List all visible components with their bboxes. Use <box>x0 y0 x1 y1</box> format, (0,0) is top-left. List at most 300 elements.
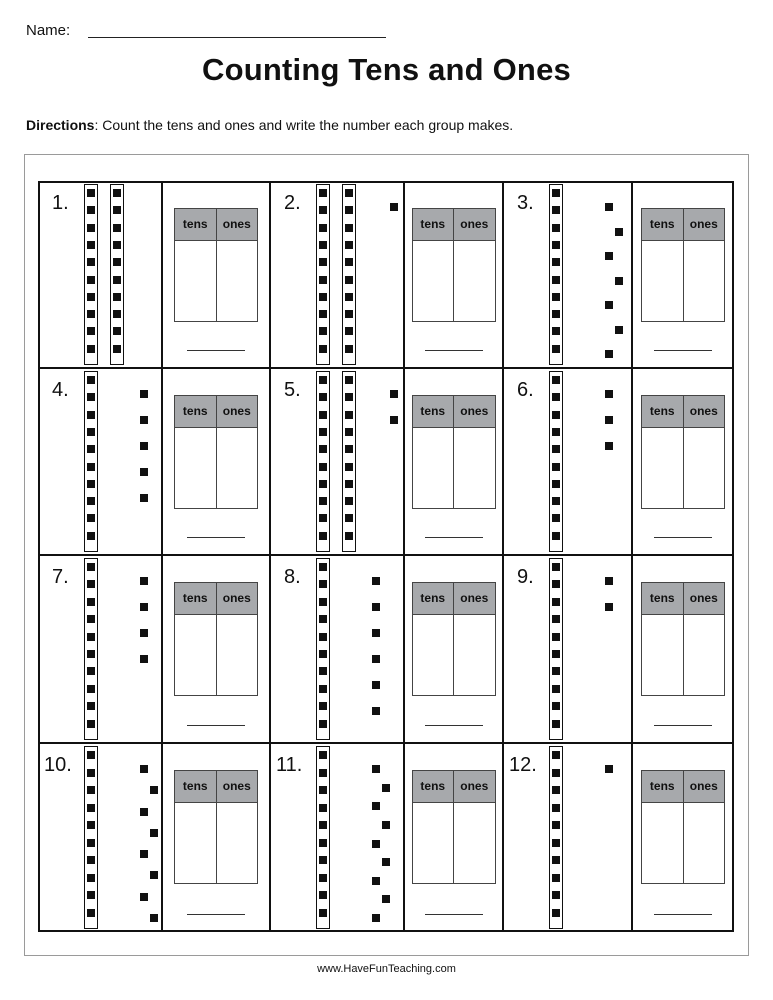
tens-unit-square <box>87 909 95 917</box>
ones-cube <box>615 326 623 334</box>
row-divider <box>38 554 734 556</box>
tens-unit-square <box>319 821 327 829</box>
tens-unit-square <box>345 293 353 301</box>
tens-unit-square <box>319 480 327 488</box>
ones-cube <box>372 707 380 715</box>
tens-header: tens <box>649 404 675 418</box>
ones-answer-cell[interactable] <box>683 241 725 321</box>
tens-unit-square <box>319 751 327 759</box>
directions <box>26 117 513 133</box>
ones-cube <box>140 893 148 901</box>
problem-number: 4. <box>52 379 69 401</box>
directions-label: Directions <box>26 117 95 133</box>
chart-header <box>175 396 257 428</box>
ones-cube <box>140 655 148 663</box>
tens-unit-square <box>552 241 560 249</box>
tens-unit-square <box>552 293 560 301</box>
tens-header: tens <box>420 779 446 793</box>
tens-unit-square <box>552 786 560 794</box>
ones-cube <box>150 786 158 794</box>
tens-unit-square <box>87 804 95 812</box>
tens-unit-square <box>345 189 353 197</box>
tens-unit-square <box>113 224 121 232</box>
ones-cube <box>150 829 158 837</box>
tens-unit-square <box>319 258 327 266</box>
tens-unit-square <box>87 720 95 728</box>
tens-unit-square <box>319 293 327 301</box>
tens-unit-square <box>87 189 95 197</box>
tens-unit-square <box>319 839 327 847</box>
answer-line[interactable] <box>187 914 245 915</box>
model-chart-divider <box>631 181 633 932</box>
tens-unit-square <box>552 650 560 658</box>
answer-line[interactable] <box>187 537 245 538</box>
tens-unit-square <box>319 563 327 571</box>
tens-unit-square <box>552 685 560 693</box>
name-input-line[interactable] <box>88 37 386 38</box>
tens-unit-square <box>552 393 560 401</box>
ones-cube <box>605 603 613 611</box>
tens-unit-square <box>319 580 327 588</box>
tens-unit-square <box>552 667 560 675</box>
tens-unit-square <box>319 720 327 728</box>
tens-unit-square <box>113 241 121 249</box>
tens-unit-square <box>113 258 121 266</box>
ones-cube <box>605 577 613 585</box>
tens-unit-square <box>319 411 327 419</box>
tens-unit-square <box>87 206 95 214</box>
tens-unit-square <box>552 463 560 471</box>
tens-unit-square <box>345 445 353 453</box>
chart-body <box>175 803 257 883</box>
tens-unit-square <box>552 563 560 571</box>
chart-body <box>642 803 724 883</box>
ones-cube <box>615 228 623 236</box>
tens-answer-cell[interactable] <box>642 241 683 321</box>
tens-unit-square <box>345 276 353 284</box>
ones-cube <box>605 350 613 358</box>
ones-cube <box>140 808 148 816</box>
tens-unit-square <box>319 327 327 335</box>
tens-unit-square <box>87 751 95 759</box>
tens-header: tens <box>649 779 675 793</box>
tens-unit-square <box>552 856 560 864</box>
answer-line[interactable] <box>187 350 245 351</box>
tens-unit-square <box>87 514 95 522</box>
tens-header: tens <box>420 404 446 418</box>
tens-unit-square <box>552 720 560 728</box>
ones-answer-cell[interactable] <box>453 428 495 508</box>
tens-unit-square <box>113 327 121 335</box>
tens-unit-square <box>319 276 327 284</box>
tens-unit-square <box>87 480 95 488</box>
tens-unit-square <box>319 463 327 471</box>
tens-answer-cell[interactable] <box>413 241 454 321</box>
tens-header: tens <box>182 404 208 418</box>
tens-unit-square <box>319 393 327 401</box>
tens-unit-square <box>87 769 95 777</box>
tens-unit-square <box>113 276 121 284</box>
tens-answer-cell[interactable] <box>642 803 683 883</box>
tens-unit-square <box>345 327 353 335</box>
ones-cube <box>150 914 158 922</box>
tens-unit-square <box>87 891 95 899</box>
ones-answer-cell[interactable] <box>216 615 258 695</box>
tens-header: tens <box>420 217 446 231</box>
tens-unit-square <box>552 276 560 284</box>
tens-unit-square <box>319 445 327 453</box>
ones-cube <box>140 390 148 398</box>
place-value-chart <box>174 582 258 696</box>
ones-cube <box>605 252 613 260</box>
tens-unit-square <box>345 376 353 384</box>
tens-unit-square <box>319 532 327 540</box>
problem-number: 6. <box>517 379 534 401</box>
tens-unit-square <box>552 598 560 606</box>
tens-unit-square <box>552 376 560 384</box>
ones-cube <box>605 203 613 211</box>
tens-header: tens <box>420 591 446 605</box>
ones-header: ones <box>683 209 725 240</box>
chart-body <box>413 803 495 883</box>
tens-unit-square <box>87 241 95 249</box>
ones-cube <box>382 821 390 829</box>
ones-header: ones <box>216 396 258 427</box>
place-value-chart <box>412 395 496 509</box>
chart-header <box>642 583 724 615</box>
tens-unit-square <box>345 393 353 401</box>
tens-unit-square <box>552 224 560 232</box>
chart-body <box>642 615 724 695</box>
ones-cube <box>372 629 380 637</box>
tens-unit-square <box>87 650 95 658</box>
tens-answer-cell[interactable] <box>175 241 216 321</box>
tens-unit-square <box>552 702 560 710</box>
chart-header <box>175 209 257 241</box>
tens-unit-square <box>87 293 95 301</box>
problem-number: 12. <box>509 754 537 776</box>
page-title: Counting Tens and Ones <box>202 52 571 87</box>
tens-unit-square <box>552 909 560 917</box>
chart-header <box>413 209 495 241</box>
tens-unit-square <box>552 821 560 829</box>
tens-unit-square <box>319 874 327 882</box>
ones-cube <box>372 877 380 885</box>
tens-unit-square <box>552 480 560 488</box>
problem-number: 5. <box>284 379 301 401</box>
ones-cube <box>615 277 623 285</box>
answer-line[interactable] <box>425 537 483 538</box>
ones-answer-cell[interactable] <box>453 615 495 695</box>
ones-cube <box>372 840 380 848</box>
answer-line[interactable] <box>654 914 712 915</box>
ones-cube <box>605 442 613 450</box>
tens-header: tens <box>182 591 208 605</box>
ones-header: ones <box>683 771 725 802</box>
ones-cube <box>140 416 148 424</box>
ones-answer-cell[interactable] <box>683 428 725 508</box>
tens-unit-square <box>319 497 327 505</box>
tens-unit-square <box>345 258 353 266</box>
tens-unit-square <box>319 650 327 658</box>
ones-cube <box>140 850 148 858</box>
tens-unit-square <box>319 786 327 794</box>
answer-line[interactable] <box>425 914 483 915</box>
tens-unit-square <box>87 445 95 453</box>
tens-unit-square <box>552 445 560 453</box>
tens-unit-square <box>319 633 327 641</box>
tens-unit-square <box>345 411 353 419</box>
tens-unit-square <box>319 909 327 917</box>
tens-unit-square <box>113 345 121 353</box>
ones-header: ones <box>683 396 725 427</box>
tens-unit-square <box>87 463 95 471</box>
place-value-chart <box>412 770 496 884</box>
tens-answer-cell[interactable] <box>175 428 216 508</box>
ones-header: ones <box>683 583 725 614</box>
ones-cube <box>390 390 398 398</box>
problem-number: 1. <box>52 192 69 214</box>
tens-unit-square <box>87 310 95 318</box>
row-divider <box>38 742 734 744</box>
tens-unit-square <box>345 206 353 214</box>
tens-unit-square <box>552 633 560 641</box>
problem-number: 9. <box>517 566 534 588</box>
chart-header <box>413 771 495 803</box>
answer-line[interactable] <box>425 725 483 726</box>
tens-unit-square <box>552 310 560 318</box>
chart-body <box>413 428 495 508</box>
tens-unit-square <box>345 497 353 505</box>
tens-unit-square <box>87 856 95 864</box>
tens-unit-square <box>345 428 353 436</box>
chart-body <box>642 241 724 321</box>
answer-line[interactable] <box>654 725 712 726</box>
chart-body <box>413 615 495 695</box>
tens-unit-square <box>552 839 560 847</box>
tens-unit-square <box>87 615 95 623</box>
tens-unit-square <box>345 463 353 471</box>
tens-unit-square <box>319 206 327 214</box>
tens-unit-square <box>552 206 560 214</box>
tens-unit-square <box>345 345 353 353</box>
problem-number: 3. <box>517 192 534 214</box>
tens-unit-square <box>552 189 560 197</box>
ones-cube <box>372 765 380 773</box>
chart-body <box>175 615 257 695</box>
ones-cube <box>390 416 398 424</box>
group-divider <box>269 181 271 932</box>
ones-cube <box>140 577 148 585</box>
chart-header <box>175 583 257 615</box>
tens-unit-square <box>319 804 327 812</box>
chart-header <box>642 771 724 803</box>
tens-unit-square <box>87 532 95 540</box>
tens-unit-square <box>113 206 121 214</box>
ones-cube <box>372 603 380 611</box>
tens-answer-cell[interactable] <box>413 428 454 508</box>
tens-unit-square <box>552 874 560 882</box>
tens-unit-square <box>319 310 327 318</box>
chart-body <box>642 428 724 508</box>
tens-unit-square <box>345 532 353 540</box>
tens-unit-square <box>87 224 95 232</box>
ones-cube <box>372 914 380 922</box>
ones-cube <box>140 468 148 476</box>
ones-answer-cell[interactable] <box>453 803 495 883</box>
tens-unit-square <box>345 480 353 488</box>
ones-answer-cell[interactable] <box>683 803 725 883</box>
ones-cube <box>605 390 613 398</box>
tens-unit-square <box>319 428 327 436</box>
tens-unit-square <box>319 615 327 623</box>
ones-cube <box>140 765 148 773</box>
ones-header: ones <box>453 583 495 614</box>
tens-answer-cell[interactable] <box>642 615 683 695</box>
tens-unit-square <box>319 514 327 522</box>
tens-unit-square <box>345 224 353 232</box>
tens-unit-square <box>552 428 560 436</box>
tens-unit-square <box>552 327 560 335</box>
tens-unit-square <box>87 702 95 710</box>
ones-cube <box>150 871 158 879</box>
place-value-chart <box>174 395 258 509</box>
tens-unit-square <box>319 667 327 675</box>
tens-unit-square <box>345 241 353 249</box>
ones-header: ones <box>453 771 495 802</box>
directions-text: : Count the tens and ones and write the number each group makes. <box>94 117 514 133</box>
tens-answer-cell[interactable] <box>642 428 683 508</box>
tens-unit-square <box>87 563 95 571</box>
tens-unit-square <box>87 497 95 505</box>
tens-header: tens <box>649 591 675 605</box>
tens-header: tens <box>182 779 208 793</box>
ones-header: ones <box>216 583 258 614</box>
tens-unit-square <box>319 856 327 864</box>
tens-unit-square <box>552 258 560 266</box>
tens-answer-cell[interactable] <box>413 615 454 695</box>
tens-unit-square <box>87 428 95 436</box>
tens-unit-square <box>319 702 327 710</box>
ones-cube <box>372 802 380 810</box>
place-value-chart <box>641 582 725 696</box>
ones-cube <box>140 603 148 611</box>
tens-unit-square <box>552 804 560 812</box>
tens-unit-square <box>552 411 560 419</box>
ones-cube <box>372 655 380 663</box>
tens-unit-square <box>87 685 95 693</box>
ones-answer-cell[interactable] <box>216 803 258 883</box>
tens-unit-square <box>87 839 95 847</box>
chart-header <box>413 396 495 428</box>
tens-unit-square <box>87 327 95 335</box>
tens-unit-square <box>552 514 560 522</box>
tens-unit-square <box>319 224 327 232</box>
chart-body <box>413 241 495 321</box>
tens-unit-square <box>113 310 121 318</box>
tens-answer-cell[interactable] <box>175 803 216 883</box>
tens-unit-square <box>87 786 95 794</box>
ones-cube <box>390 203 398 211</box>
answer-line[interactable] <box>654 350 712 351</box>
ones-answer-cell[interactable] <box>216 428 258 508</box>
ones-cube <box>140 442 148 450</box>
chart-header <box>642 396 724 428</box>
tens-unit-square <box>319 376 327 384</box>
tens-unit-square <box>87 258 95 266</box>
ones-cube <box>140 494 148 502</box>
tens-header: tens <box>649 217 675 231</box>
ones-answer-cell[interactable] <box>453 241 495 321</box>
tens-unit-square <box>345 310 353 318</box>
tens-unit-square <box>87 667 95 675</box>
place-value-chart <box>174 770 258 884</box>
problem-number: 11. <box>276 754 303 776</box>
problem-number: 8. <box>284 566 301 588</box>
problem-grid <box>38 181 734 932</box>
tens-unit-square <box>319 891 327 899</box>
place-value-chart <box>174 208 258 322</box>
tens-unit-square <box>552 751 560 759</box>
tens-unit-square <box>87 393 95 401</box>
tens-unit-square <box>319 685 327 693</box>
ones-cube <box>605 765 613 773</box>
model-chart-divider <box>403 181 405 932</box>
place-value-chart <box>412 582 496 696</box>
tens-unit-square <box>87 821 95 829</box>
answer-line[interactable] <box>425 350 483 351</box>
tens-unit-square <box>319 598 327 606</box>
answer-line[interactable] <box>187 725 245 726</box>
place-value-chart <box>641 395 725 509</box>
ones-answer-cell[interactable] <box>216 241 258 321</box>
ones-header: ones <box>453 396 495 427</box>
tens-unit-square <box>552 769 560 777</box>
chart-header <box>642 209 724 241</box>
tens-unit-square <box>87 633 95 641</box>
tens-unit-square <box>87 874 95 882</box>
tens-unit-square <box>113 189 121 197</box>
tens-unit-square <box>552 891 560 899</box>
tens-unit-square <box>552 580 560 588</box>
tens-unit-square <box>319 769 327 777</box>
answer-line[interactable] <box>654 537 712 538</box>
ones-header: ones <box>453 209 495 240</box>
tens-answer-cell[interactable] <box>413 803 454 883</box>
tens-unit-square <box>319 189 327 197</box>
tens-unit-square <box>87 345 95 353</box>
ones-cube <box>382 895 390 903</box>
tens-unit-square <box>552 345 560 353</box>
footer-site: www.HaveFunTeaching.com <box>317 963 456 975</box>
problem-number: 2. <box>284 192 301 214</box>
ones-header: ones <box>216 209 258 240</box>
chart-header <box>413 583 495 615</box>
problem-number: 10. <box>44 754 72 776</box>
tens-unit-square <box>319 241 327 249</box>
place-value-chart <box>412 208 496 322</box>
chart-body <box>175 241 257 321</box>
ones-cube <box>382 784 390 792</box>
tens-answer-cell[interactable] <box>175 615 216 695</box>
tens-unit-square <box>87 598 95 606</box>
tens-unit-square <box>87 376 95 384</box>
model-chart-divider <box>161 181 163 932</box>
name-label: Name: <box>26 22 71 39</box>
tens-unit-square <box>87 276 95 284</box>
ones-cube <box>605 416 613 424</box>
ones-answer-cell[interactable] <box>683 615 725 695</box>
